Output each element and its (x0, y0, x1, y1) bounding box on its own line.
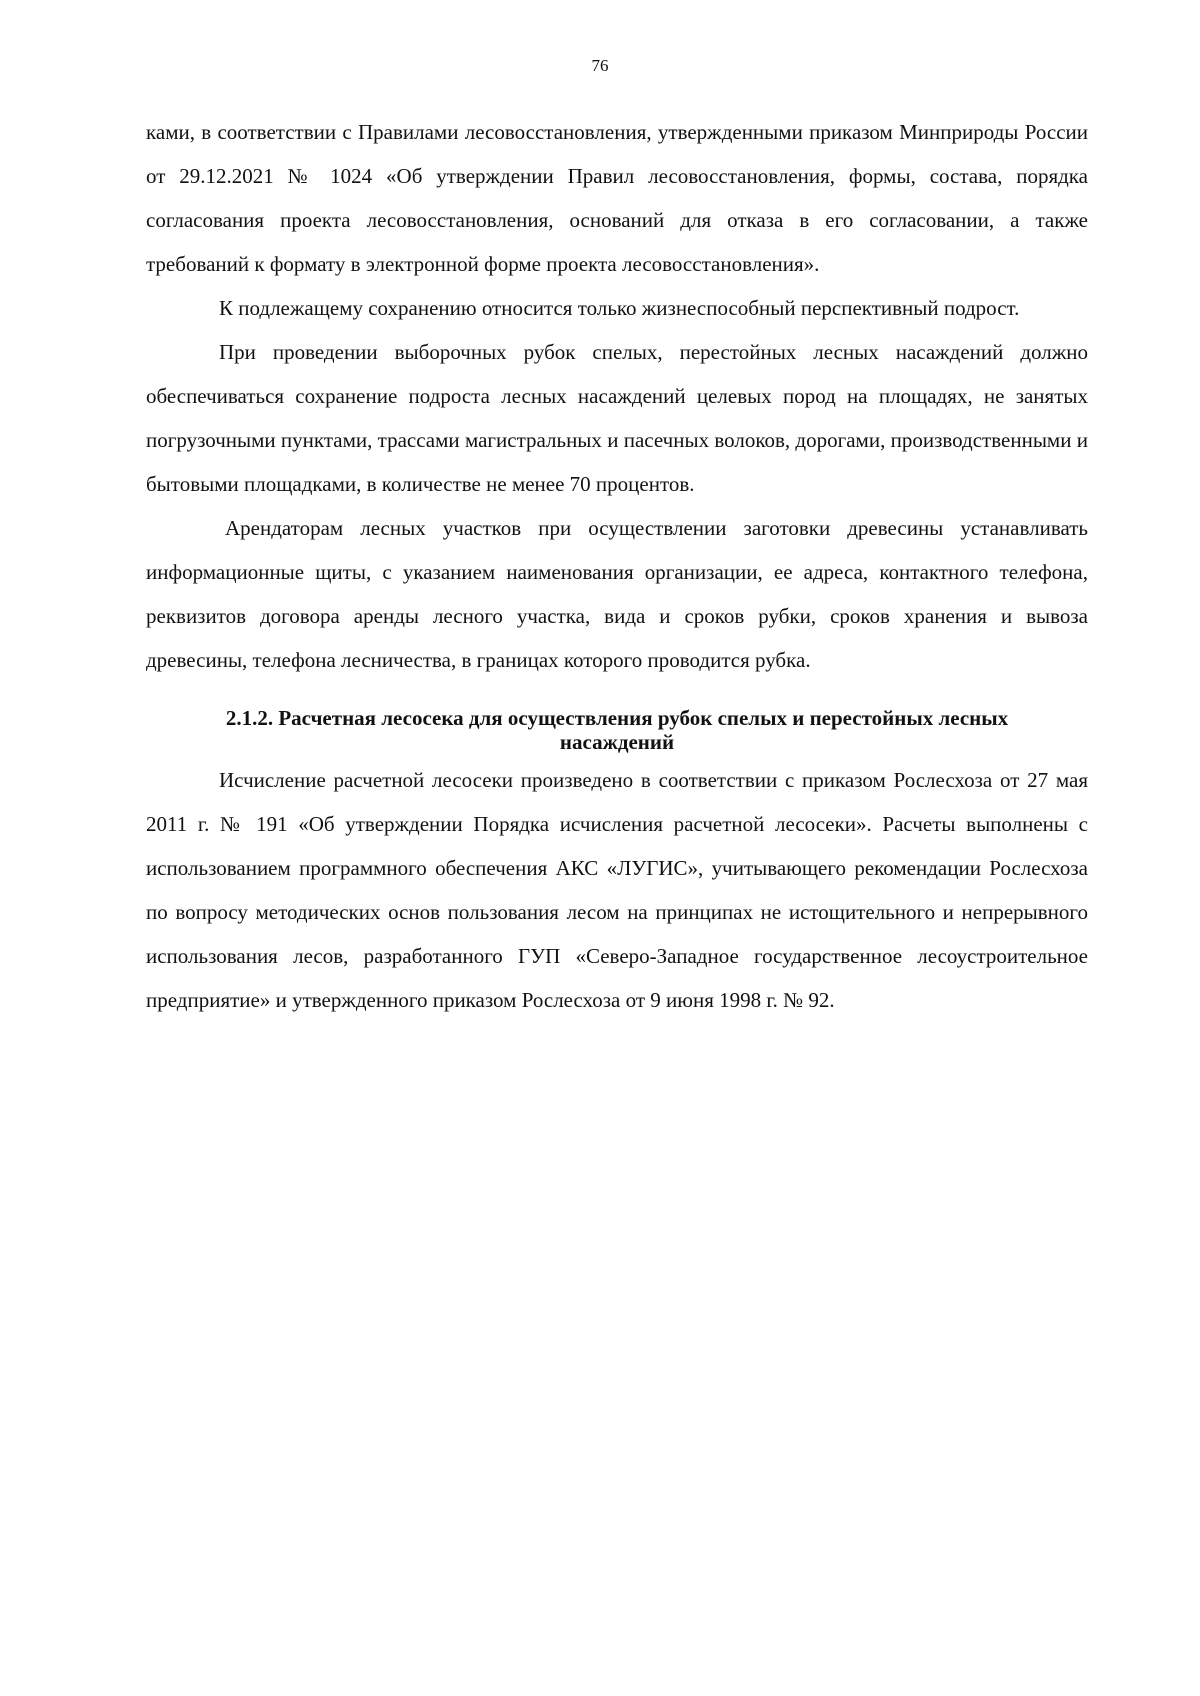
paragraph-information-boards: Арендаторам лесных участков при осуществлении заготовки древесины устанавливать информационные щиты, с указанием наименования организации, ее адреса, контактного телефона, реквизитов договора аренды лесного участка, вида и сроков рубки, сроков хранения и вывоза древесины, телефона лесничества, в границах которого проводится рубка. (146, 516, 1088, 672)
paragraph-selective-felling: При проведении выборочных рубок спелых, перестойных лесных насаждений должно обеспечиваться сохранение подроста лесных насаждений целевых пород на площадях, не занятых погрузочными пунктами, трассами магистральных и пасечных волоков, дорогами, производственными и бытовыми площадками, в количестве не менее 70 процентов. (146, 340, 1088, 496)
section-heading: 2.1.2. Расчетная лесосека для осуществления рубок спелых и перестойных лесных насаждений (225, 706, 1009, 754)
paragraph-forest-restoration-rules: ками, в соответствии с Правилами лесовосстановления, утвержденными приказом Минприроды России от 29.12.2021 № 1024 «Об утверждении Правил лесовосстановления, формы, состава, порядка согласования проекта лесовосстановления, оснований для отказа в его согласовании, а также требований к формату в электронной форме проекта лесовосстановления». (146, 120, 1088, 276)
document-body (146, 110, 1088, 1022)
page-number: 76 (591, 56, 609, 75)
paragraph-allowable-cut-calculation: Исчисление расчетной лесосеки произведено в соответствии с приказом Рослесхоза от 27 мая 2011 г. № 191 «Об утверждении Порядка исчисления расчетной лесосеки». Расчеты выполнены с использованием программного обеспечения АКС «ЛУГИС», учитывающего рекомендации Рослесхоза по вопросу методических основ пользования лесом на принципах не истощительного и непрерывного использования лесов, разработанного ГУП «Северо-Западное государственное лесоустроительное предприятие» и утвержденного приказом Рослесхоза от 9 июня 1998 г. № 92. (146, 768, 1088, 1012)
paragraph-undergrowth-preservation: К подлежащему сохранению относится только жизнеспособный перспективный подрост. (219, 296, 1020, 320)
